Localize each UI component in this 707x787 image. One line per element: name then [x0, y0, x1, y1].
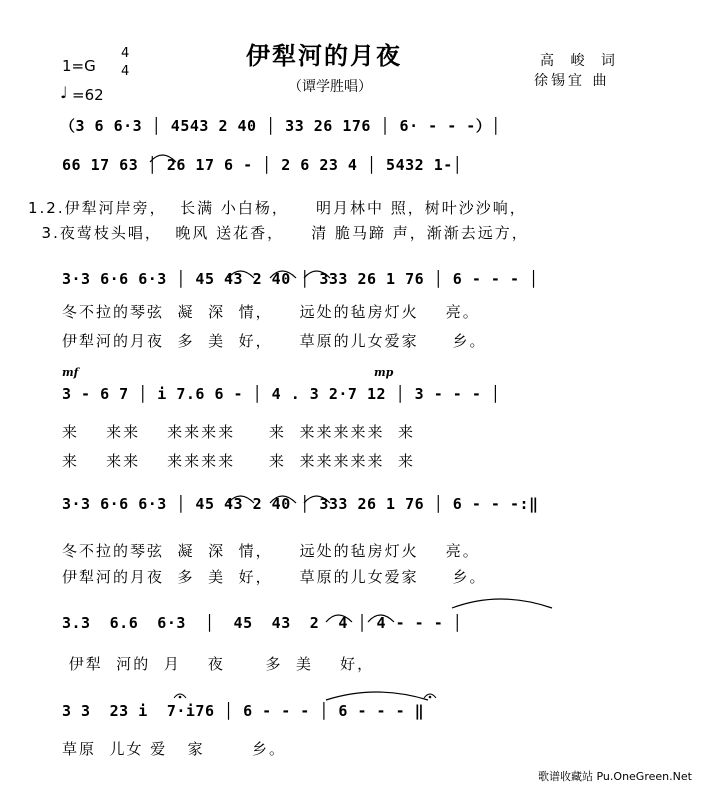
lyrics-line-2a: 1.2.伊犁河岸旁， 长满 小白杨， 明月林中 照，树叶沙沙响，	[28, 199, 527, 217]
watermark: 歌谱收藏站 Pu.OneGreen.Net	[538, 770, 692, 783]
song-title: 伊犁河的月夜	[246, 41, 402, 70]
dynamic-mf: mf	[62, 366, 79, 379]
notes-line-6: 3.3 6.6 6·3 │ 45 43 2 4 │ 4 - - - │	[62, 614, 463, 632]
lyrics-line-3b: 伊犁河的月夜 多 美 好， 草原的儿女爱家 乡。	[62, 332, 487, 350]
tempo-marking: =62	[72, 86, 104, 104]
notes-line-2: 66 17 63 │ 26 17 6 - │ 2 6 23 4 │ 5432 1-│	[62, 156, 463, 174]
notes-line-5: 3·3 6·6 6·3 │ 45 43 2 40 │ 333 26 1 76 │ 6 - - -:‖	[62, 495, 539, 513]
lyrics-line-7a: 草原 儿女 爱 家 乡。	[62, 740, 286, 758]
key-signature: 1=G	[62, 57, 96, 75]
lyrics-line-6a: 伊犁 河的 月 夜 多 美 好，	[62, 655, 375, 673]
notes-line-3: 3·3 6·6 6·3 │ 45 43 2 40 │ 333 26 1 76 │ 6 - - - │	[62, 270, 539, 288]
notes-line-4: 3 - 6 7 │ i 7.6 6 - │ 4 . 3 2·7 12 │ 3 - - - │	[62, 385, 501, 403]
singer-credit: （谭学胜唱）	[288, 79, 372, 95]
notes-line-1: （3 6 6·3 │ 4543 2 40 │ 33 26 176 │ 6· - - -）│	[60, 117, 501, 135]
time-signature-bottom: 4	[121, 64, 130, 79]
lyricist-credit: 高 峻 词	[540, 53, 621, 69]
quarter-note-icon: ♩	[60, 83, 68, 102]
composer-credit: 徐锡宜 曲	[534, 73, 610, 89]
time-signature-top: 4	[121, 46, 130, 61]
dynamic-mp: mp	[374, 366, 394, 379]
lyrics-line-5b: 伊犁河的月夜 多 美 好， 草原的儿女爱家 乡。	[62, 568, 487, 586]
lyrics-line-4b: 来 来来 来来来来 来 来来来来来 来	[62, 452, 416, 470]
lyrics-line-2b: 3.夜莺枝头唱， 晚风 送花香， 清 脆马蹄 声，渐渐去远方，	[28, 224, 529, 242]
lyrics-line-4a: 来 来来 来来来来 来 来来来来来 来	[62, 423, 416, 441]
lyrics-line-3a: 冬不拉的琴弦 凝 深 情， 远处的毡房灯火 亮。	[62, 303, 480, 321]
lyrics-line-5a: 冬不拉的琴弦 凝 深 情， 远处的毡房灯火 亮。	[62, 542, 480, 560]
notes-line-7: 3 3 23 i 7·i76 │ 6 - - - │ 6 - - - ‖	[62, 702, 425, 720]
